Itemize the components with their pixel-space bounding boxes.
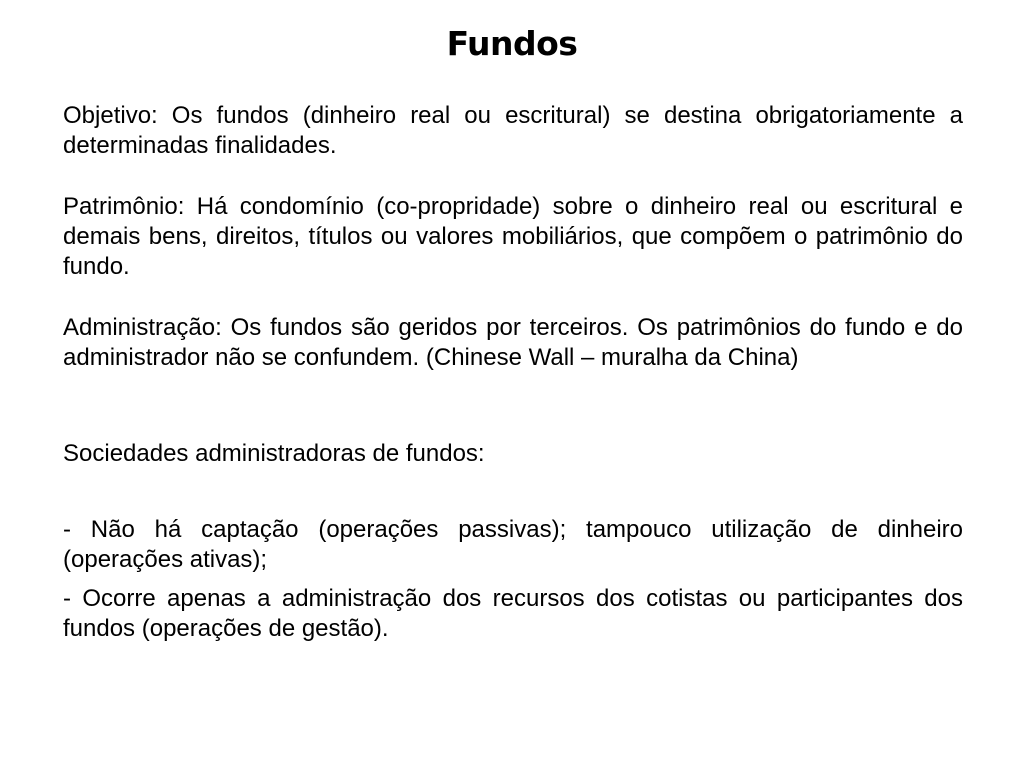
paragraph-sociedades: Sociedades administradoras de fundos: [63, 440, 485, 467]
paragraph-administracao: Administração: Os fundos são geridos por terceiros. Os patrimônios do fundo e do administrador não se confundem. (Chinese Wall – muralha da China) [63, 314, 963, 371]
bullet-item: - Ocorre apenas a administração dos recursos dos cotistas ou participantes dos fundos (operações de gestão). [63, 585, 963, 642]
bullet-item: - Não há captação (operações passivas); tampouco utilização de dinheiro (operações ativas); [63, 516, 963, 573]
paragraph-patrimonio: Patrimônio: Há condomínio (co-propridade) sobre o dinheiro real ou escritural e demais bens, direitos, títulos ou valores mobiliários, que compõem o patrimônio do fundo. [63, 193, 963, 280]
slide-title: Fundos [446, 24, 578, 63]
paragraph-objetivo: Objetivo: Os fundos (dinheiro real ou escritural) se destina obrigatoriamente a determinadas finalidades. [63, 102, 963, 159]
